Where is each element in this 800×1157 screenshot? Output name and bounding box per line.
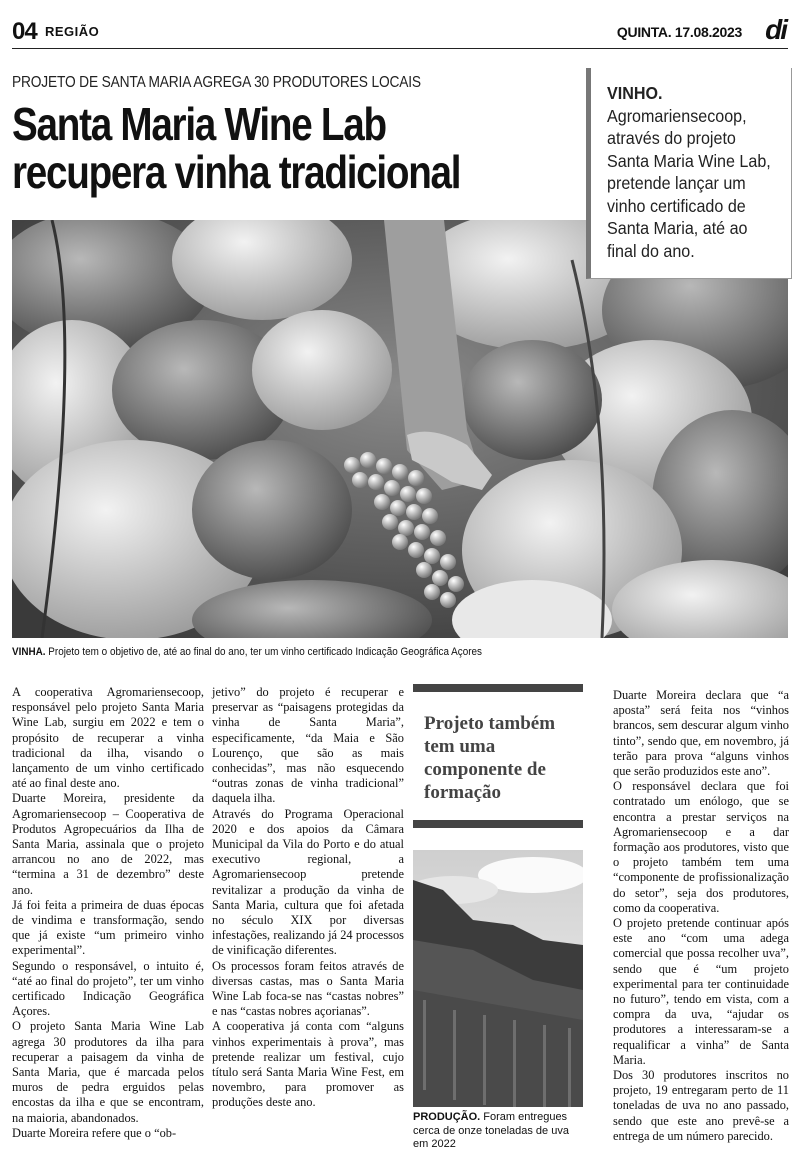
sidebar-middle-rule [413, 820, 583, 828]
article-column-1 [12, 685, 204, 1141]
pull-quote-box [586, 68, 792, 279]
photo-caption-label: VINHA. [12, 646, 46, 658]
sidebar-top-rule [413, 684, 583, 692]
vineyard-photo-icon [12, 220, 788, 638]
paragraph: jetivo” do projeto é recuperar e preservar as “paisagens protegidas da vinha de Santa Maria”, especificamente, “da Maia e São Lourenço, que são as mais conhecidas”, mas não esquecendo “outras zonas de vinha tradicional” daquela ilha. [212, 685, 404, 806]
headline-line-1: Santa Maria Wine Lab [12, 98, 386, 150]
paragraph: Através do Programa Operacional 2020 e dos apoios da Câmara Municipal da Vila do Porto e do atual executivo regional, a Agromariensecoop pretende revitalizar a produção da vinha de Santa Maria, cultura que foi afetada no século XIX por diversas infestações, realizando já 24 processos de vinificação diferentes. [212, 806, 404, 958]
section-label: REGIÃO [45, 24, 100, 39]
article-headline [12, 100, 516, 196]
header-divider [12, 48, 788, 49]
landscape-photo-icon [413, 850, 583, 1107]
paragraph: Duarte Moreira, presidente da Agromariensecoop – Cooperativa de Produtos Agropecuários da Ilha de Santa Maria, assinala que o projeto arrancou no ano de 2022, mas “termina a 31 de dezembro” deste ano. [12, 791, 204, 897]
sidebar-caption-text: Foram entregues cerca de onze toneladas de uva em 2022 [413, 1111, 569, 1150]
publication-logo: di [765, 14, 786, 45]
pull-quote-body: Agromariensecoop, através do projeto Santa Maria Wine Lab, pretende lançar um vinho certificado de Santa Maria, até ao final do ano. [607, 105, 771, 261]
paragraph: A cooperativa Agromariensecoop, responsável pelo projeto Santa Maria Wine Lab, surgiu em 2022 e tem o propósito de recuperar a vinha tradicional da ilha, visando o lançamento de um vinho certificado até ao final deste ano. [12, 685, 204, 791]
paragraph: Duarte Moreira declara que “a aposta” será feita nos “vinhos brancos, sem descurar algum vinho tinto”, sendo que, em novembro, já terão para prova “alguns vinhos que serão produzidos este ano”. [613, 688, 789, 779]
paragraph: A cooperativa já conta com “alguns vinhos experimentais à prova”, mas pretende realizar um festival, cujo título será Santa Maria Wine Fest, em novembro, para promover as produções deste ano. [212, 1019, 404, 1110]
page-number: 04 [12, 18, 37, 45]
issue-date: QUINTA. 17.08.2023 [616, 24, 742, 40]
landscape-photo [413, 850, 583, 1107]
paragraph: Os processos foram feitos através de diversas castas, mas o Santa Maria Wine Lab foca-se nas “castas nobres” e nas “castas nobres açorianas”. [212, 958, 404, 1019]
sidebar-title: Projeto também tem uma componente de formação [424, 713, 556, 803]
sidebar-caption-label: PRODUÇÃO. [413, 1111, 481, 1123]
pull-quote-label: VINHO. [607, 83, 663, 103]
headline-line-2: recupera vinha tradicional [12, 146, 461, 198]
vineyard-photo [12, 220, 788, 638]
article-column-2 [212, 685, 404, 1111]
paragraph: Segundo o responsável, o intuito é, “até ao final do projeto”, ter um vinho certificado Indicação Geográfica Açores. [12, 958, 204, 1019]
paragraph: O projeto Santa Maria Wine Lab agrega 30 produtores da ilha para recuperar a paisagem da vinha de Santa Maria, que é marcada pelos muros de pedra erguidos pelas encostas da ilha e que se encontram, na maioria, abandonados. [12, 1019, 204, 1125]
photo-caption [12, 646, 482, 658]
paragraph: Duarte Moreira refere que o “ob- [12, 1125, 177, 1140]
article-column-3 [613, 688, 789, 1144]
paragraph: Já foi feita a primeira de duas épocas de vindima e transformação, sendo que já existe “um primeiro vinho experimental”. [12, 897, 204, 958]
photo-caption-text: Projeto tem o objetivo de, até ao final do ano, ter um vinho certificado Indicação Geográfica Açores [48, 646, 482, 658]
paragraph: O responsável declara que foi contratado um enólogo, que se encontra a prestar serviços na Agromariensecoop e a dar formação aos produtores, visto que o projeto também tem uma “componente de profissionalização do setor”, seja dos produtores, como da cooperativa. [613, 779, 789, 915]
article-kicker: PROJETO DE SANTA MARIA AGREGA 30 PRODUTORES LOCAIS [12, 74, 421, 91]
sidebar-photo-caption [413, 1111, 583, 1152]
pull-quote-text [607, 82, 771, 262]
paragraph: O projeto pretende continuar após este ano “com uma adega comercial que possa recolher uva”, sendo que é “um projeto experimental para ter continuidade no futuro”, tendo em vista, com a compra da uva, “ajudar os produtores a interessaram-se a requalificar a vinha” de Santa Maria. [613, 916, 789, 1067]
paragraph: Dos 30 produtores inscritos no projeto, 19 entregaram perto de 11 toneladas de uva no ano passado, sendo que este ano prevê-se a entrega de um número parecido. [613, 1068, 789, 1143]
